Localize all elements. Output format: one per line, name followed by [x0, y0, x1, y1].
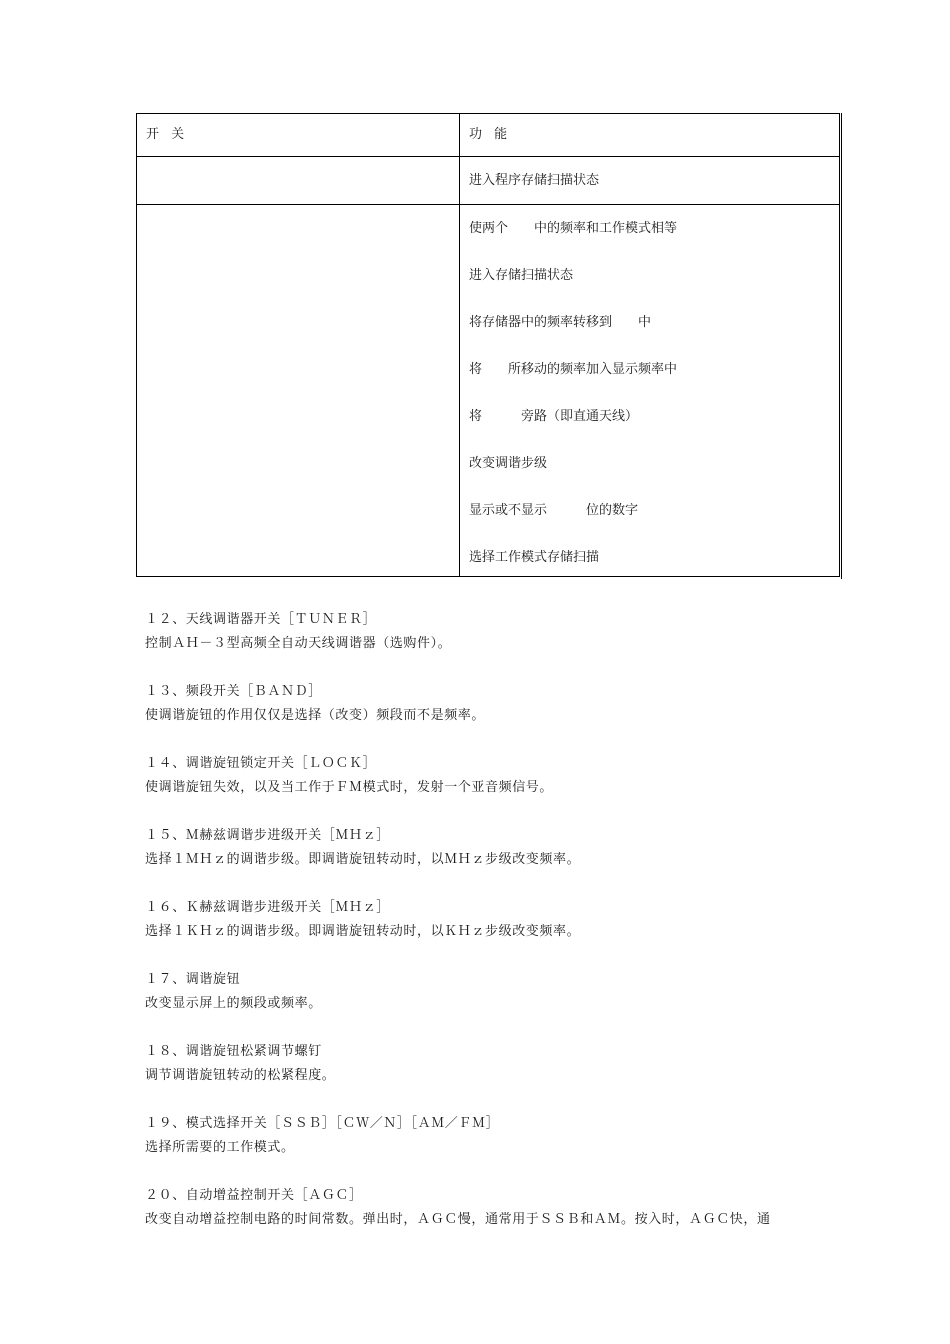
- section-title: １５、Ｍ赫兹调谐步进级开关［ＭＨｚ］: [145, 828, 390, 843]
- section-15: [145, 824, 845, 896]
- section-title: １２、天线调谐器开关［ＴＵＮＥＲ］: [145, 612, 377, 627]
- function-item: 使两个 中的频率和工作模式相等: [469, 221, 678, 236]
- section-body: 选择所需要的工作模式。: [145, 1140, 295, 1155]
- section-12: [145, 608, 845, 680]
- section-body: 使调谐旋钮的作用仅仅是选择（改变）频段而不是频率。: [145, 708, 486, 723]
- switch-function-table: [136, 113, 840, 577]
- table-row: [137, 157, 840, 205]
- section-body: 选择１ＭＨｚ的调谐步级。即调谐旋钮转动时，以ＭＨｚ步级改变频率。: [145, 852, 581, 867]
- table-cell-switch: [137, 205, 460, 577]
- section-body: 控制ＡＨ－３型高频全自动天线调谐器（选购件）。: [145, 636, 452, 651]
- section-13: [145, 680, 845, 752]
- function-item: 选择工作模式存储扫描: [469, 550, 600, 565]
- section-body: 使调谐旋钮失效，以及当工作于ＦＭ模式时，发射一个亚音频信号。: [145, 780, 554, 795]
- switch-descriptions: [145, 608, 845, 1256]
- section-body: 调节调谐旋钮转动的松紧程度。: [145, 1068, 336, 1083]
- table-cell-switch: [137, 157, 460, 205]
- function-item: 将存储器中的频率转移到 中: [469, 315, 652, 330]
- function-item: 进入存储扫描状态: [469, 268, 574, 283]
- section-body: 改变显示屏上的频段或频率。: [145, 996, 322, 1011]
- section-title: １７、调谐旋钮: [145, 972, 241, 987]
- section-body: 选择１ＫＨｚ的调谐步级。即调谐旋钮转动时，以ＫＨｚ步级改变频率。: [145, 924, 581, 939]
- function-item: 将 旁路（即直通天线）: [469, 409, 639, 424]
- table-right-rule: [841, 113, 842, 579]
- function-item: 将 所移动的频率加入显示频率中: [469, 362, 678, 377]
- section-title: １３、频段开关［ＢＡＮＤ］: [145, 684, 322, 699]
- section-17: [145, 968, 845, 1040]
- table-header-row: [137, 114, 840, 157]
- section-14: [145, 752, 845, 824]
- section-19: [145, 1112, 845, 1184]
- table-cell-function-list: [460, 205, 840, 577]
- section-title: １９、模式选择开关［ＳＳＢ］［ＣＷ／Ｎ］［ＡＭ／ＦＭ］: [145, 1116, 500, 1131]
- header-switch: 开 关: [137, 114, 460, 157]
- section-20: [145, 1184, 845, 1256]
- table-row: [137, 205, 840, 577]
- section-title: １８、调谐旋钮松紧调节螺钉: [145, 1044, 322, 1059]
- header-function: 功 能: [460, 114, 840, 157]
- table-cell-function: 进入程序存储扫描状态: [460, 157, 840, 205]
- section-body: 改变自动增益控制电路的时间常数。弹出时，ＡＧＣ慢，通常用于ＳＳＢ和ＡＭ。按入时，ＡＧＣ快，通: [145, 1212, 771, 1227]
- function-item: 改变调谐步级: [469, 456, 548, 471]
- section-18: [145, 1040, 845, 1112]
- section-title: １６、Ｋ赫兹调谐步进级开关［ＭＨｚ］: [145, 900, 390, 915]
- section-16: [145, 896, 845, 968]
- function-item: 显示或不显示 位的数字: [469, 503, 639, 518]
- section-title: ２０、自动增益控制开关［ＡＧＣ］: [145, 1188, 363, 1203]
- section-title: １４、调谐旋钮锁定开关［ＬＯＣＫ］: [145, 756, 377, 771]
